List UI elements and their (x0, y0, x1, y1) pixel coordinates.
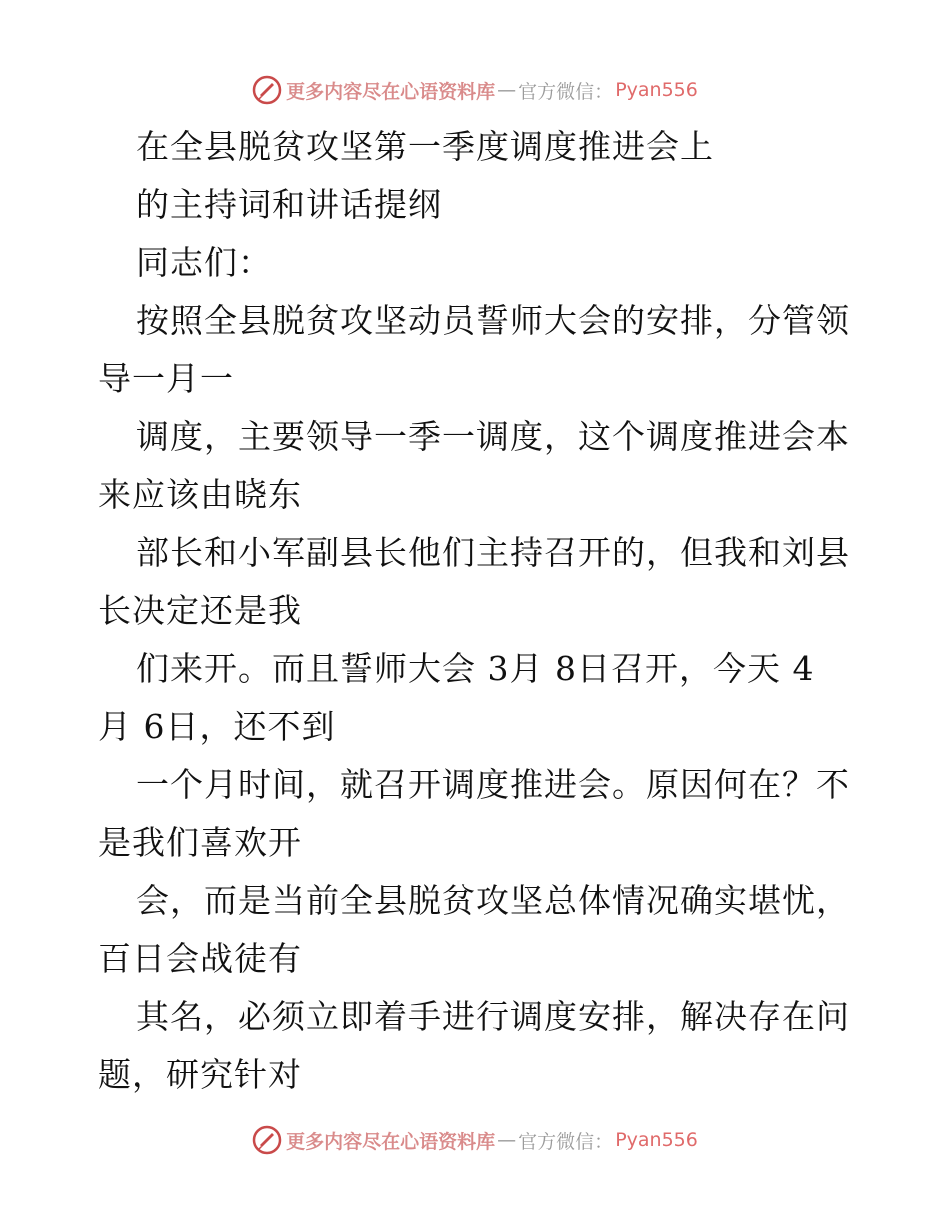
paragraph-line: 题，研究针对 (98, 1055, 302, 1094)
paragraph-line: 会，而是当前全县脱贫攻坚总体情况确实堪忧， (136, 881, 850, 920)
header-banner (0, 70, 950, 110)
banner-brand-text: 更多内容尽在心语资料库 (286, 1130, 496, 1153)
brand-logo-icon (252, 1125, 282, 1155)
paragraph-line: 导一月一 (98, 359, 234, 398)
paragraph-line: 调度，主要领导一季一调度，这个调度推进会本 (136, 417, 850, 456)
paragraph-line: 其名，必须立即着手进行调度安排，解决存在问 (136, 997, 850, 1036)
paragraph-line: 是我们喜欢开 (98, 823, 302, 862)
footer-banner (0, 1120, 950, 1160)
paragraph-line: 们来开。而且誓师大会 3月 8日召开，今天 4 (136, 649, 815, 688)
banner-account: Pyan556 (615, 1129, 698, 1151)
paragraph-line: 月 6日，还不到 (98, 707, 336, 746)
paragraph-line: 一个月时间，就召开调度推进会。原因何在？不 (136, 765, 850, 804)
banner-account: Pyan556 (615, 79, 698, 101)
paragraph-line: 来应该由晓东 (98, 475, 302, 514)
banner-dash: — (497, 79, 517, 101)
paragraph-line: 按照全县脱贫攻坚动员誓师大会的安排，分管领 (136, 301, 850, 340)
paragraph-line: 部长和小军副县长他们主持召开的，但我和刘县 (136, 533, 850, 572)
paragraph-line: 长决定还是我 (98, 591, 302, 630)
document-title-line-1: 在全县脱贫攻坚第一季度调度推进会上 (136, 127, 714, 166)
brand-logo-icon (252, 75, 282, 105)
banner-wechat-label: 官方微信： (518, 1130, 614, 1153)
banner-dash: — (497, 1129, 517, 1151)
document-body (98, 118, 858, 1104)
paragraph-line: 百日会战徒有 (98, 939, 302, 978)
banner-wechat-label: 官方微信： (518, 80, 614, 103)
salutation: 同志们： (136, 243, 272, 282)
banner-brand-text: 更多内容尽在心语资料库 (286, 80, 496, 103)
document-title-line-2: 的主持词和讲话提纲 (136, 185, 442, 224)
